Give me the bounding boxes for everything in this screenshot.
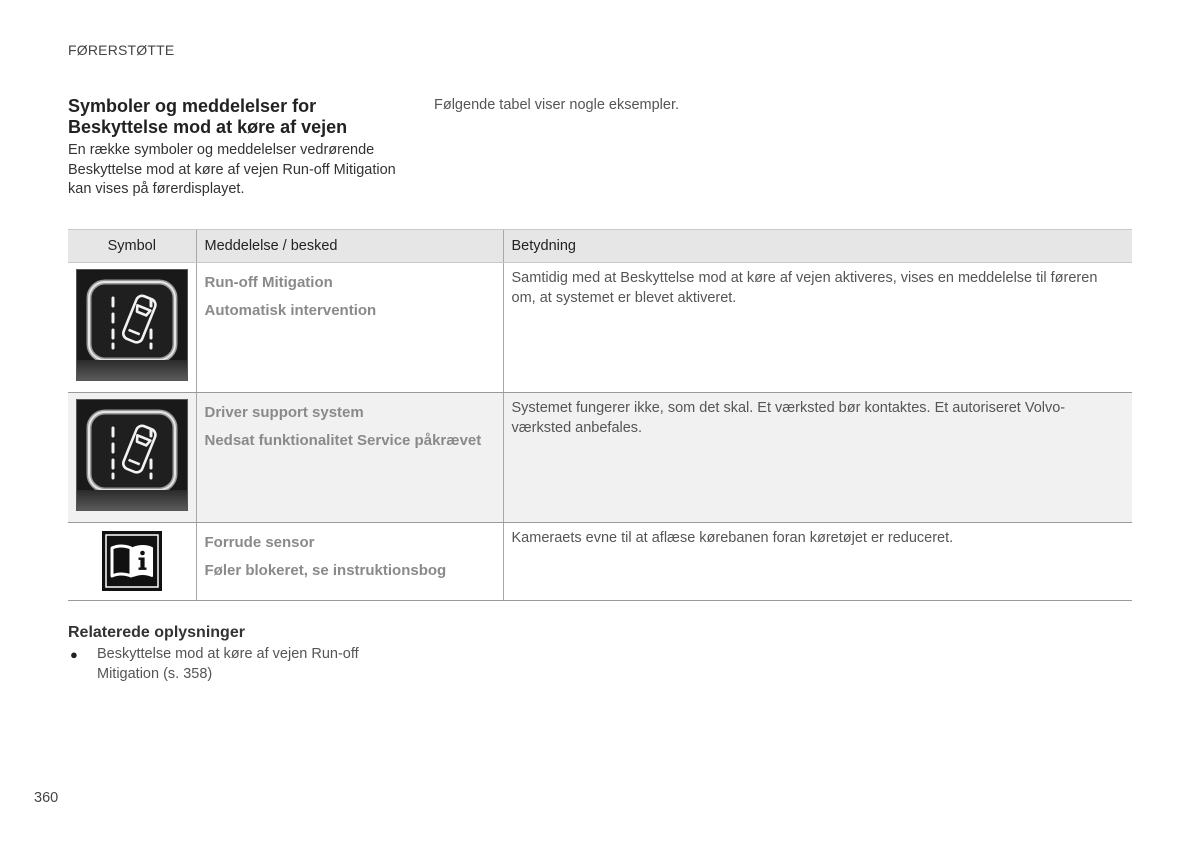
owners-manual-info-icon xyxy=(102,531,162,591)
message-text: Nedsat funktionalitet Service påkrævet xyxy=(204,432,482,449)
table-row xyxy=(68,523,1132,601)
table-intro: Følgende tabel viser nogle eksempler. xyxy=(434,97,680,113)
symbol-cell xyxy=(68,523,196,601)
meaning-cell: Kameraets evne til at aflæse kørebanen foran køretøjet er reduceret. xyxy=(503,523,1132,601)
column-header-symbol: Symbol xyxy=(68,230,196,263)
lane-departure-car-icon xyxy=(76,269,188,381)
symbols-table xyxy=(68,229,1132,601)
section-title: Symboler og meddelelser for Beskyttelse mod at køre af vejen xyxy=(68,96,348,137)
message-title: Run-off Mitigation xyxy=(204,274,333,291)
message-cell xyxy=(196,263,503,393)
related-info-title: Relaterede oplysninger xyxy=(68,624,245,641)
message-cell xyxy=(196,393,503,523)
column-header-meaning: Betydning xyxy=(503,230,1132,263)
related-info-list xyxy=(68,645,408,684)
section-intro: En række symboler og meddelelser vedrørende Beskyttelse mod at køre af vejen Run-off Mitigation kan vises på førerdisplayet. xyxy=(68,142,396,197)
related-info-link[interactable] xyxy=(68,645,408,684)
lane-departure-car-icon xyxy=(76,399,188,511)
column-header-message: Meddelelse / besked xyxy=(196,230,503,263)
bullet-icon: ● xyxy=(70,647,78,662)
message-title: Driver support system xyxy=(204,404,364,421)
table-row xyxy=(68,263,1132,393)
related-info-text: Beskyttelse mod at køre af vejen Run-off Mitigation (s. 358) xyxy=(97,646,359,682)
table-header-row xyxy=(68,230,1132,263)
page-number: 360 xyxy=(34,790,59,806)
message-title: Forrude sensor xyxy=(204,534,315,551)
meaning-cell: Systemet fungerer ikke, som det skal. Et værksted bør kontaktes. Et autoriseret Volvo-værksted anbefales. xyxy=(503,393,1132,523)
meaning-cell: Samtidig med at Beskyttelse mod at køre af vejen aktiveres, vises en meddelelse til føreren om, at systemet er blevet aktiveret. xyxy=(503,263,1132,393)
running-header: FØRERSTØTTE xyxy=(68,42,175,58)
message-text: Føler blokeret, se instruktionsbog xyxy=(204,562,447,579)
symbol-cell xyxy=(68,393,196,523)
message-text: Automatisk intervention xyxy=(204,302,377,319)
symbol-cell xyxy=(68,263,196,393)
table-row xyxy=(68,393,1132,523)
message-cell xyxy=(196,523,503,601)
